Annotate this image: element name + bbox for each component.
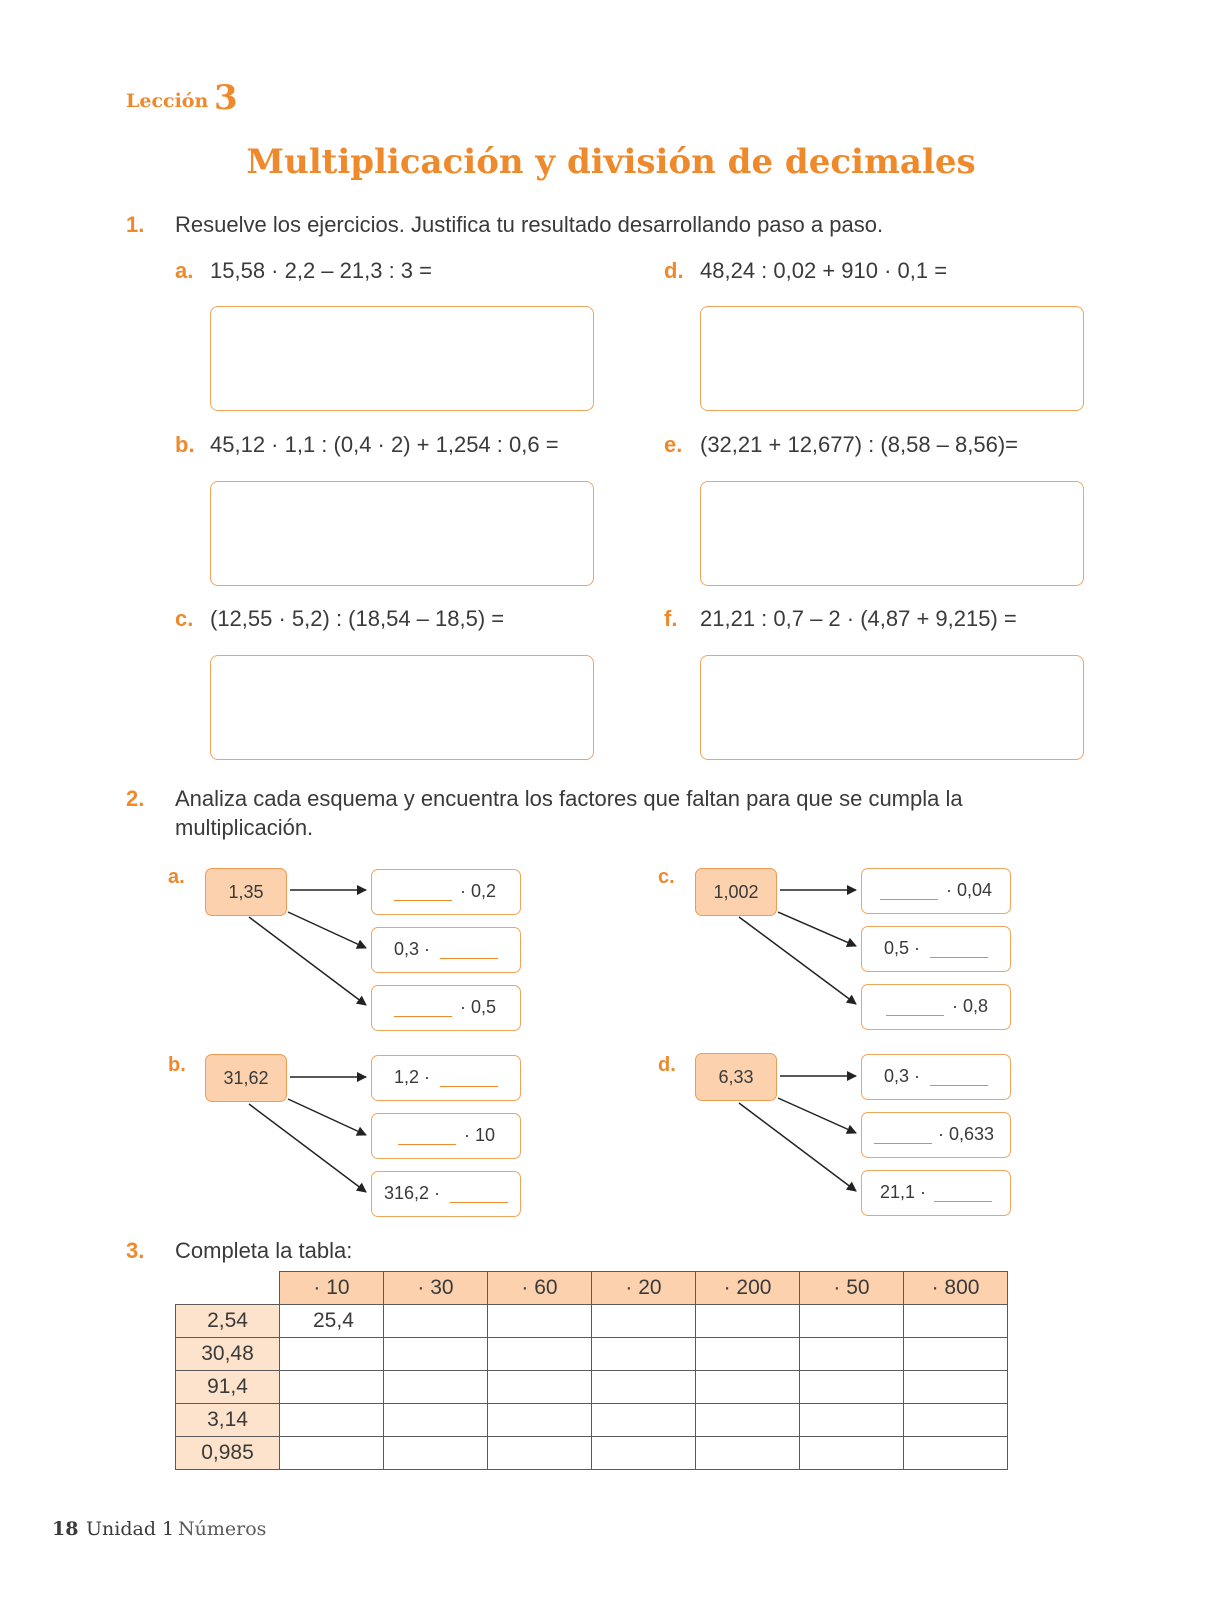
table-cell[interactable] <box>488 1305 592 1338</box>
scheme-d-target-3[interactable] <box>861 1170 1011 1216</box>
question-2-number: 2. <box>126 786 145 811</box>
blank-line[interactable] <box>398 1144 456 1145</box>
scheme-c-target-2[interactable] <box>861 926 1011 972</box>
table-cell[interactable] <box>800 1305 904 1338</box>
blank-line[interactable] <box>394 1016 452 1017</box>
scheme-a-target-1[interactable] <box>371 869 521 915</box>
scheme-b-value: 31,62 <box>223 1067 269 1088</box>
table-cell[interactable] <box>904 1404 1008 1437</box>
scheme-c-label: c. <box>658 866 675 888</box>
scheme-a-value-box <box>205 868 287 916</box>
table-cell: 25,4 <box>280 1305 384 1338</box>
table-cell[interactable] <box>384 1404 488 1437</box>
factor-text: · 0,8 <box>952 996 989 1016</box>
lesson-label: Lección <box>126 90 209 112</box>
factor-text: 316,2 · <box>384 1183 441 1203</box>
blank-line[interactable] <box>440 958 498 959</box>
exercise-f-expression: 21,21 : 0,7 – 2 · (4,87 + 9,215) = <box>700 606 1017 631</box>
scheme-d-target-2[interactable] <box>861 1112 1011 1158</box>
scheme-c-value: 1,002 <box>713 881 759 902</box>
blank-line[interactable] <box>930 1085 988 1086</box>
question-1-number: 1. <box>126 212 145 237</box>
table-cell[interactable] <box>280 1338 384 1371</box>
blank-line[interactable] <box>874 1143 932 1144</box>
factor-text: 0,3 · <box>884 1066 921 1086</box>
exercise-e-label: e. <box>664 432 683 457</box>
exercise-c-expression: (12,55 · 5,2) : (18,54 – 18,5) = <box>210 606 505 631</box>
column-header: · 10 <box>280 1272 384 1305</box>
page-title: Multiplicación y división de decimales <box>246 142 976 182</box>
scheme-b-value-box <box>205 1054 287 1102</box>
table-cell[interactable] <box>280 1371 384 1404</box>
blank-line[interactable] <box>450 1202 508 1203</box>
topic-label: Números <box>178 1518 267 1540</box>
page-number: 18 <box>52 1518 79 1540</box>
table-cell[interactable] <box>488 1338 592 1371</box>
table-cell[interactable] <box>800 1437 904 1470</box>
scheme-b-label: b. <box>168 1054 186 1076</box>
scheme-a-value: 1,35 <box>228 881 264 902</box>
factor-text: 21,1 · <box>880 1182 927 1202</box>
factor-text: 1,2 · <box>394 1067 431 1087</box>
column-header: · 30 <box>384 1272 488 1305</box>
scheme-c-target-1[interactable] <box>861 868 1011 914</box>
table-cell[interactable] <box>384 1437 488 1470</box>
factor-text: 0,5 · <box>884 938 921 958</box>
table-row <box>176 1305 1008 1338</box>
column-header: · 50 <box>800 1272 904 1305</box>
table-cell[interactable] <box>592 1437 696 1470</box>
scheme-d-label: d. <box>658 1054 676 1076</box>
table-cell[interactable] <box>696 1305 800 1338</box>
column-header: · 200 <box>696 1272 800 1305</box>
table-cell[interactable] <box>696 1371 800 1404</box>
table-cell[interactable] <box>384 1305 488 1338</box>
scheme-c-value-box <box>695 868 777 916</box>
scheme-a-label: a. <box>168 866 185 888</box>
scheme-d-value: 6,33 <box>718 1066 754 1087</box>
factor-text: 0,3 · <box>394 939 431 959</box>
table-row <box>176 1404 1008 1437</box>
table-cell[interactable] <box>280 1437 384 1470</box>
table-cell[interactable] <box>696 1404 800 1437</box>
scheme-d-target-1[interactable] <box>861 1054 1011 1100</box>
blank-line[interactable] <box>934 1201 992 1202</box>
scheme-b-target-3[interactable] <box>371 1171 521 1217</box>
scheme-a-target-2[interactable] <box>371 927 521 973</box>
table-cell[interactable] <box>696 1338 800 1371</box>
table-corner <box>176 1272 280 1305</box>
factor-text: · 0,04 <box>946 880 993 900</box>
exercise-b-expression: 45,12 · 1,1 : (0,4 · 2) + 1,254 : 0,6 = <box>210 432 559 457</box>
multiplication-table <box>175 1271 1008 1470</box>
exercise-a-label: a. <box>175 258 194 283</box>
scheme-d-value-box <box>695 1053 777 1101</box>
table-row <box>176 1437 1008 1470</box>
exercise-e-expression: (32,21 + 12,677) : (8,58 – 8,56)= <box>700 432 1019 457</box>
blank-line[interactable] <box>880 899 938 900</box>
scheme-a-target-3[interactable] <box>371 985 521 1031</box>
exercise-f-label: f. <box>664 606 678 631</box>
column-header: · 20 <box>592 1272 696 1305</box>
table-row <box>176 1371 1008 1404</box>
question-2-text-line1: Analiza cada esquema y encuentra los factores que faltan para que se cumpla la <box>175 786 963 811</box>
row-header: 2,54 <box>176 1305 280 1338</box>
exercise-a-expression: 15,58 · 2,2 – 21,3 : 3 = <box>210 258 432 283</box>
exercise-d-label: d. <box>664 258 684 283</box>
table-cell[interactable] <box>384 1371 488 1404</box>
blank-line[interactable] <box>930 957 988 958</box>
row-header: 3,14 <box>176 1404 280 1437</box>
blank-line[interactable] <box>440 1086 498 1087</box>
table-cell[interactable] <box>488 1437 592 1470</box>
table-cell[interactable] <box>592 1305 696 1338</box>
factor-text: · 0,633 <box>938 1124 995 1144</box>
unit-label: Unidad 1 <box>86 1518 175 1540</box>
table-cell[interactable] <box>280 1404 384 1437</box>
blank-line[interactable] <box>394 900 452 901</box>
question-3-text: Completa la tabla: <box>175 1238 353 1263</box>
row-header: 91,4 <box>176 1371 280 1404</box>
row-header: 0,985 <box>176 1437 280 1470</box>
scheme-b-target-2[interactable] <box>371 1113 521 1159</box>
table-cell[interactable] <box>800 1404 904 1437</box>
scheme-c-target-3[interactable] <box>861 984 1011 1030</box>
blank-line[interactable] <box>886 1015 944 1016</box>
exercise-d-expression: 48,24 : 0,02 + 910 · 0,1 = <box>700 258 948 283</box>
table-cell[interactable] <box>904 1437 1008 1470</box>
table-row <box>176 1338 1008 1371</box>
table-cell[interactable] <box>592 1371 696 1404</box>
question-2-text-line2: multiplicación. <box>175 815 314 840</box>
question-1-text: Resuelve los ejercicios. Justifica tu resultado desarrollando paso a paso. <box>175 212 884 237</box>
table-cell[interactable] <box>904 1338 1008 1371</box>
scheme-b-target-1[interactable] <box>371 1055 521 1101</box>
column-header: · 60 <box>488 1272 592 1305</box>
table-cell[interactable] <box>384 1338 488 1371</box>
factor-text: · 10 <box>464 1125 496 1145</box>
factor-text: · 0,5 <box>460 997 497 1017</box>
table-cell[interactable] <box>800 1371 904 1404</box>
question-3-number: 3. <box>126 1238 145 1263</box>
row-header: 30,48 <box>176 1338 280 1371</box>
table-cell[interactable] <box>592 1338 696 1371</box>
factor-text: · 0,2 <box>460 881 497 901</box>
table-cell[interactable] <box>488 1404 592 1437</box>
table-cell[interactable] <box>800 1338 904 1371</box>
table-cell[interactable] <box>592 1404 696 1437</box>
table-cell[interactable] <box>904 1305 1008 1338</box>
column-header: · 800 <box>904 1272 1008 1305</box>
table-cell[interactable] <box>488 1371 592 1404</box>
lesson-number: 3 <box>214 78 238 118</box>
table-cell[interactable] <box>696 1437 800 1470</box>
exercise-b-label: b. <box>175 432 195 457</box>
table-cell[interactable] <box>904 1371 1008 1404</box>
exercise-c-label: c. <box>175 606 194 631</box>
